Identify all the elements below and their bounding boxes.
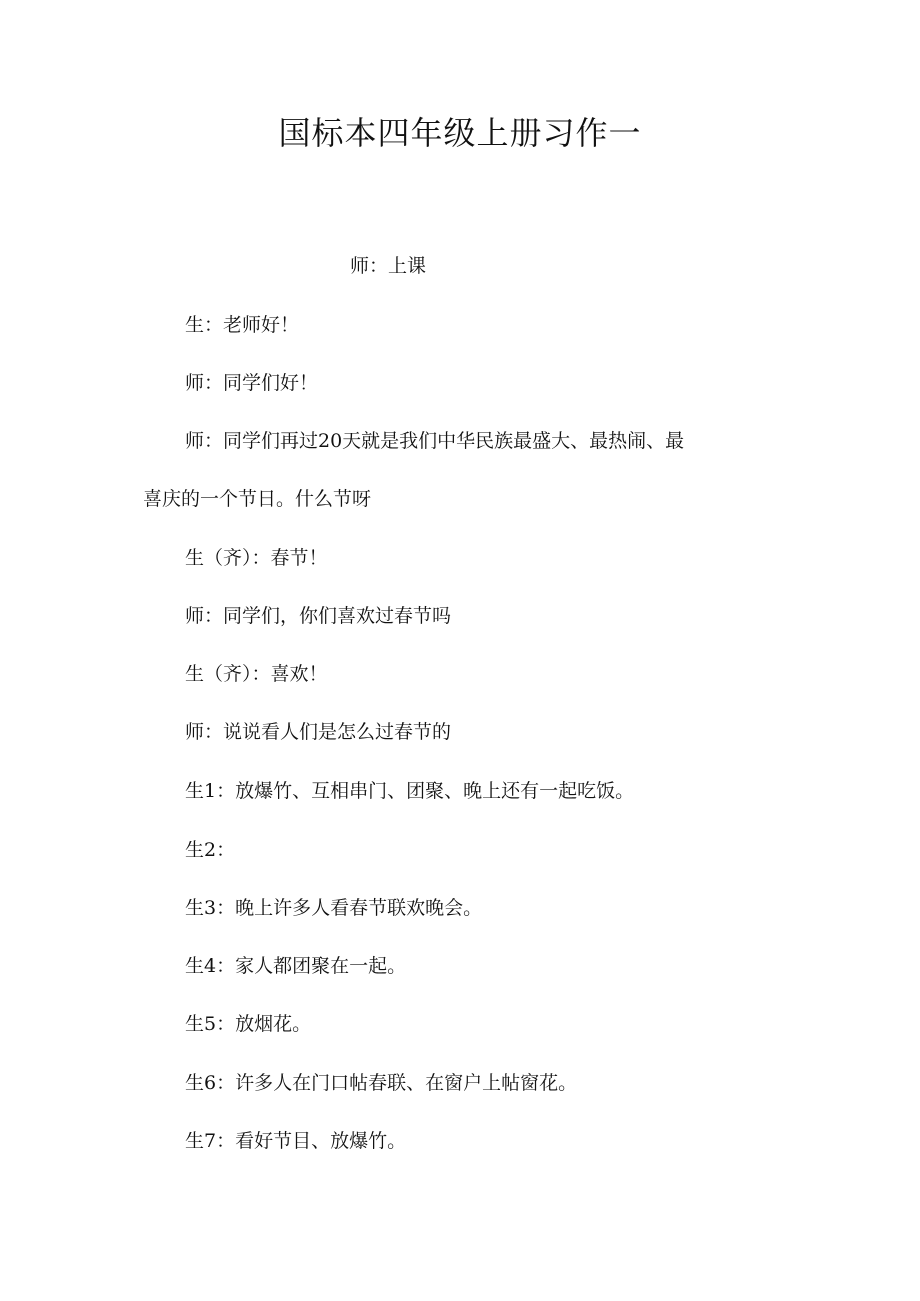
dialogue-line: 生1：放爆竹、互相串门、团聚、晚上还有一起吃饭。 [185, 780, 635, 802]
dialogue-line: 师：说说看人们是怎么过春节的 [185, 721, 452, 743]
dialogue-line: 生（齐）：春节！ [185, 547, 328, 569]
dialogue-line-continued: 喜庆的一个节日。什么节呀 [143, 488, 372, 510]
dialogue-line: 生2： [185, 839, 236, 861]
dialogue-line: 生5：放烟花。 [185, 1013, 312, 1035]
dialogue-line: 生7：看好节目、放爆竹。 [185, 1130, 407, 1152]
document-title: 国标本四年级上册习作一 [278, 114, 642, 152]
dialogue-line: 生6：许多人在门口帖春联、在窗户上帖窗花。 [185, 1072, 578, 1094]
dialogue-line: 师：同学们再过20天就是我们中华民族最盛大、最热闹、最 [185, 430, 685, 452]
dialogue-line: 生4：家人都团聚在一起。 [185, 955, 407, 977]
dialogue-line: 师：同学们好！ [185, 372, 319, 394]
dialogue-line: 生（齐）：喜欢！ [185, 663, 328, 685]
dialogue-line: 师：上课 [350, 255, 427, 277]
dialogue-line: 生3：晚上许多人看春节联欢晚会。 [185, 897, 483, 919]
dialogue-line: 生：老师好！ [185, 314, 300, 336]
dialogue-line: 师：同学们，你们喜欢过春节吗 [185, 605, 452, 627]
